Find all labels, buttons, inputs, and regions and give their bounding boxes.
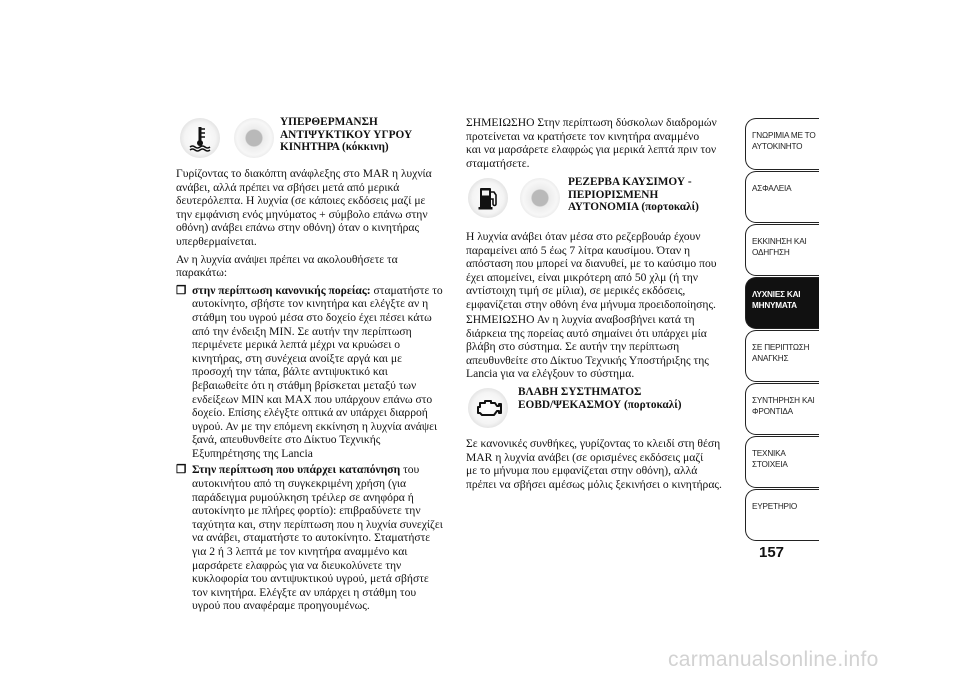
tab-index[interactable] xyxy=(745,489,819,541)
text-line: υπερθερμαίνεται. xyxy=(176,234,257,248)
text-line: ανάβει, αλλά πρέπει να σβήσει μετά από μερικά xyxy=(176,180,400,194)
text-line: παράδειγμα ρυμούλκηση τρέιλερ σε ανηφόρα ή xyxy=(192,490,414,504)
tab-emergency[interactable] xyxy=(745,330,819,382)
text-line: τον κινητήρα. Ελέγξτε αν υπάρχει η στάθμη του xyxy=(192,585,417,599)
tab-label: ΑΥΤΟΚΙΝΗΤΟ xyxy=(752,141,803,151)
tab-label: ΣΕ ΠΕΡΙΠΤΩΣΗ xyxy=(752,343,810,352)
tab-technical-data[interactable] xyxy=(745,436,819,488)
heading-line: ΚΙΝΗΤΗΡΑ (κόκκινη) xyxy=(280,141,389,154)
text-line: υγρού. Αν με την επόμενη εκκίνηση η λυχνία ανάψει xyxy=(192,419,438,433)
eobd-text xyxy=(466,437,738,491)
text-line: Αν η λυχνία ανάψει πρέπει να ακολουθήσετε τα xyxy=(176,252,398,266)
text-line: κινητήρας, στη συνέχεια ανοίξτε αργά και με xyxy=(192,351,403,365)
bullet-heavy-load xyxy=(176,463,456,613)
text-line: από την ένδειξη MIN. Σε αυτήν την περίπτωση xyxy=(192,324,412,338)
page-number: 157 xyxy=(759,544,785,561)
text-line: Εξυπηρέτησης της Lancia xyxy=(192,446,313,460)
coolant-temperature-icon xyxy=(180,118,220,158)
paragraph xyxy=(176,253,456,280)
text-line: αυτοκίνητο με πλήρες φορτίο): επιβραδύνετε την xyxy=(192,504,421,518)
heading-line: EOBD/ΨΕΚΑΣΜΟΥ (πορτοκαλί) xyxy=(518,398,682,411)
coolant-heading xyxy=(280,116,455,154)
coolant-text xyxy=(176,167,456,613)
fuel-pump-icon xyxy=(468,178,508,218)
bullet-bold-text: Στην περίπτωση που υπάρχει καταπόνηση xyxy=(192,463,401,477)
tab-label: ΕΥΡΕΤΗΡΙΟ xyxy=(752,502,798,511)
heading-line: ΑΝΤΙΨΥΚΤΙΚΟΥ ΥΓΡΟΥ xyxy=(280,128,413,141)
note-blinking xyxy=(466,313,736,381)
tab-label: ΕΚΚΙΝΗΣΗ ΚΑΙ xyxy=(752,237,807,246)
text-line: μαρσάρετε ελαφρώς για να διευκολύνετε την xyxy=(192,558,402,572)
text-line: Lancia για να ελέγξουν το σύστημα. xyxy=(466,367,635,381)
text-line: αυτοκινήτου από τη συγκεκριμένη χρήση (για xyxy=(192,477,407,491)
text-line: εμφανίζεται στην οθόνη ένα μήνυμα προειδοποίησης. xyxy=(466,297,716,311)
text-line: αντίστοιχη τιμή σε μίλια), σε μερικές εκδόσεις, xyxy=(466,284,686,298)
text-line: Η λυχνία ανάβει όταν μέσα στο ρεζερβουάρ έχουν xyxy=(466,230,701,243)
note-difficult-routes xyxy=(466,116,736,170)
heading-line: ΡΕΖΕΡΒΑ ΚΑΥΣΙΜΟΥ - xyxy=(568,176,692,188)
heading-line: ΠΕΡΙΟΡΙΣΜΕΝΗ xyxy=(568,188,659,201)
engine-check-icon xyxy=(468,388,508,428)
paragraph xyxy=(176,167,456,249)
bullet-bold-text: στην περίπτωση κανονικής πορείας: xyxy=(192,283,371,297)
tab-label: ΟΔΗΓΗΣΗ xyxy=(752,247,790,257)
tab-maintenance[interactable] xyxy=(745,383,819,435)
text-line: οθόνη) ανάβει επάνω στην οθόνη) όταν ο κινητήρας xyxy=(176,221,420,235)
text-line: ΣΗΜΕΙΩΣΗΟ Αν η λυχνία αναβοσβήνει κατά τη xyxy=(466,313,695,326)
text-line: απευθυνθείτε στο Δίκτυο Τεχνικής Υποστήριξης της xyxy=(466,353,709,367)
text-line: αυτοκίνητο, σβήστε τον κινητήρα και ελέγξτε αν η xyxy=(192,297,429,311)
tab-label: ΜΗΝΥΜΑΤΑ xyxy=(752,300,797,310)
tab-label: ΤΕΧΝΙΚΑ ΣΤΟΙΧΕΙΑ xyxy=(752,449,788,469)
text-line: βεβαιωθείτε ότι η στάθμη βρίσκεται μεταξύ των xyxy=(192,378,417,392)
tab-label: ΑΣΦΑΛΕΙΑ xyxy=(752,184,792,193)
indicator-dot-icon xyxy=(520,178,560,218)
text-line: με το μήνυμα που εμφανίζεται στην οθόνη), αλλά xyxy=(466,464,698,478)
tab-label: ΣΥΝΤΗΡΗΣΗ ΚΑΙ xyxy=(752,396,815,405)
text-line: MAR η λυχνία ανάβει (σε ορισμένες εκδόσεις μαζί xyxy=(466,450,704,464)
tab-safety[interactable] xyxy=(745,171,819,223)
fuel-reserve-heading xyxy=(568,176,733,214)
text-line: περιμένετε μερικά λεπτά μέχρι να κρυώσει ο xyxy=(192,338,401,352)
tab-label: ΑΝΑΓΚΗΣ xyxy=(752,353,789,363)
text-line: έχει απομείνει, είναι μικρότερη από 50 χλμ (ή την xyxy=(466,270,698,284)
text-line: παραμείνει από 5 έως 7 λίτρα καυσίμου. Όταν η xyxy=(466,243,691,257)
text-line: κυκλοφορία του αντιψυκτικού υγρού, μετά σβήστε xyxy=(192,572,429,586)
bullet-mark-icon: ❒ xyxy=(176,283,187,297)
text-line: ξανά, απευθυνθείτε στο Δίκτυο Τεχνικής xyxy=(192,433,381,447)
text-line: να ανάβει, σταματήστε το αυτοκίνητο. Σταματήστε xyxy=(192,531,431,545)
tab-label: ΦΡΟΝΤΙΔΑ xyxy=(752,406,793,416)
text-line: απόσταση που μπορεί να διανυθεί, με το καύσιμο που xyxy=(466,257,717,271)
text-line: Σε κανονικές συνθήκες, γυρίζοντας το κλειδί στη θέση xyxy=(466,437,721,450)
text-line: σταματήσετε. xyxy=(466,156,530,170)
text-line: προσοχή την τάπα, βάλτε αντιψυκτικό και xyxy=(192,365,388,379)
eobd-heading xyxy=(518,386,728,411)
text-line: δοχείο. Επίσης ελέγξτε οπτικά αν υπάρχει διαρροή xyxy=(192,406,428,420)
text-line: παρακάτω: xyxy=(176,266,228,280)
text-line: την εμφάνιση ενός μηνύματος + σύμβολο επάνω στην xyxy=(176,207,428,221)
heading-line: ΑΥΤΟΝΟΜΙΑ (πορτοκαλί) xyxy=(568,201,699,214)
text-line: διάρκεια της πορείας αυτό σημαίνει ότι υπάρχει μία xyxy=(466,326,707,340)
text-line: και να μαρσάρετε ελαφρώς για μερικά λεπτά πριν τον xyxy=(466,143,717,157)
heading-line: ΒΛΑΒΗ ΣΥΣΤΗΜΑΤΟΣ xyxy=(518,386,642,398)
tab-starting-driving[interactable] xyxy=(745,224,819,276)
bullet-mark-icon: ❒ xyxy=(176,463,187,477)
text-line: ενδείξεων MIN και MAX που υπάρχουν επάνω στο xyxy=(192,392,433,406)
text-line: βλάβη στο σύστημα. Σε αυτήν την περίπτωση xyxy=(466,340,680,354)
text-line: για 2 ή 3 λεπτά με τον κινητήρα αναμμένο και xyxy=(192,545,408,559)
text-line: του xyxy=(400,463,420,477)
text-line: πρέπει να σβήσει αμέσως μόλις ξεκινήσει ο κινητήρας. xyxy=(466,477,722,491)
heading-line: ΥΠΕΡΘΕΡΜΑΝΣΗ xyxy=(280,116,378,128)
text-line: ΣΗΜΕΙΩΣΗΟ Στην περίπτωση δύσκολων διαδρομών xyxy=(466,116,717,129)
text-line: σταματήστε το xyxy=(370,283,443,297)
indicator-dot-icon xyxy=(234,118,274,158)
text-line: δευτερόλεπτα. Η λυχνία (σε κάποιες εκδόσεις μαζί με xyxy=(176,194,426,208)
tab-label: ΛΥΧΝΙΕΣ ΚΑΙ xyxy=(752,290,801,299)
bullet-normal-driving xyxy=(176,284,456,461)
text-line: Γυρίζοντας το διακόπτη ανάφλεξης στο MAR η λυχνία xyxy=(176,167,432,180)
text-line: υγρού που αναφέραμε προηγουμένως. xyxy=(192,599,370,613)
tab-warning-lights[interactable] xyxy=(745,277,819,329)
fuel-reserve-text xyxy=(466,230,736,312)
tab-getting-to-know[interactable] xyxy=(745,118,819,170)
text-line: ταχύτητα και, στην περίπτωση που η λυχνία συνεχίζει xyxy=(192,517,443,531)
tab-label: ΓΝΩΡΙΜΙΑ ΜΕ ΤΟ xyxy=(752,131,816,140)
text-line: στάθμη του υγρού μέσα στο δοχείο έχει πέσει κάτω xyxy=(192,310,432,324)
watermark: carmanualsonline.info xyxy=(668,648,879,671)
text-line: προτείνεται να κρατήσετε τον κινητήρα αναμμένο xyxy=(466,129,700,143)
